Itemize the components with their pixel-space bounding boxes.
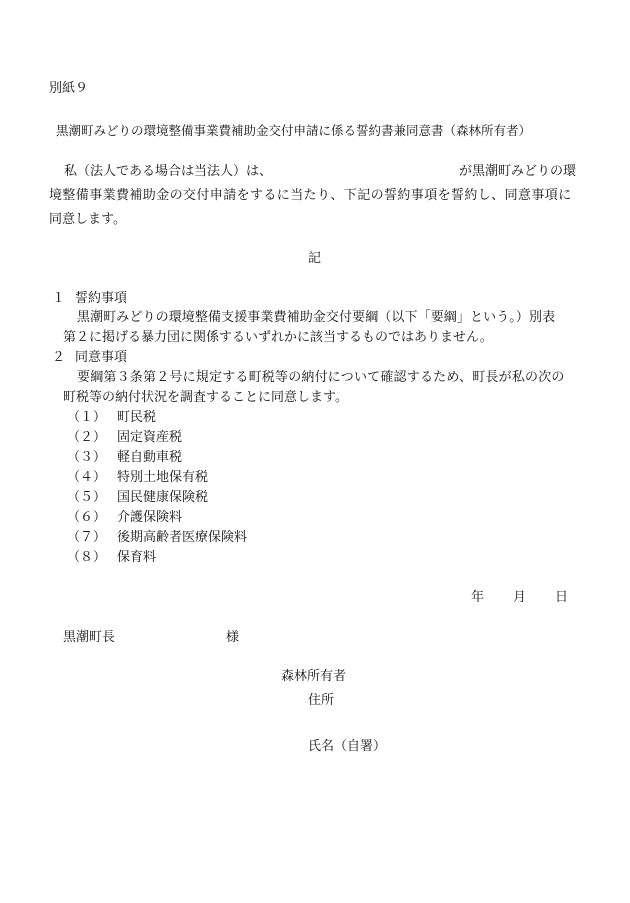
list-item-label: 国民健康保険税 [117,490,209,505]
list-item-label: 特別土地保有税 [117,470,209,485]
list-item-label: 後期高齢者医療保険料 [117,530,248,545]
addressee-name: 黒潮町長 [63,630,116,645]
section-heading: 同意事項 [75,350,128,365]
list-item-label: 保育料 [117,550,157,565]
intro-continuation: 境整備事業費補助金の交付申請をするに当たり、下記の誓約事項を誓約し、同意事項に [49,188,572,203]
list-item-number: （５） [67,490,107,505]
list-item-label: 軽自動車税 [117,450,183,465]
date-month-label: 月 [513,590,527,605]
list-item-number: （６） [67,510,107,525]
section-body-line: 黒潮町みどりの環境整備支援事業費補助金交付要綱（以下「要綱」という。）別表 [77,310,556,325]
form-id: 別紙９ [49,81,89,96]
section-number: ２ [52,350,66,365]
intro-end: 同意します。 [49,212,126,227]
document-title: 黒潮町みどりの環境整備事業費補助金交付申請に係る誓約書兼同意書（森林所有者） [56,123,532,138]
section-body-line: 第２に掲げる暴力団に関係するいずれかに該当するものではありません。 [63,330,493,345]
intro-suffix: が黒潮町みどりの環 [459,164,577,179]
section-body-line: 町税等の納付状況を調査することに同意します。 [63,390,348,405]
list-item-number: （８） [67,550,107,565]
list-item-number: （１） [67,410,107,425]
list-item-label: 介護保険料 [117,510,183,525]
date-year-label: 年 [471,590,485,605]
section-number: １ [52,291,66,306]
section-heading: 誓約事項 [75,291,128,306]
list-item-label: 町民税 [117,410,157,425]
signer-address-label: 住所 [308,693,335,708]
signer-role: 森林所有者 [281,669,347,684]
list-item-number: （７） [67,530,107,545]
list-item-number: （４） [67,470,107,485]
signer-name-label: 氏名（自署） [308,739,387,754]
list-item-number: （３） [67,450,107,465]
list-item-label: 固定資産税 [117,430,183,445]
intro-prefix: 私（法人である場合は当法人）は、 [64,164,273,179]
section-body-line: 要綱第３条第２号に規定する町税等の納付について確認するため、町長が私の次の [77,370,565,385]
list-item-number: （２） [67,430,107,445]
addressee-honorific: 様 [226,630,240,645]
ki-marker: 記 [308,251,322,266]
date-day-label: 日 [555,590,569,605]
